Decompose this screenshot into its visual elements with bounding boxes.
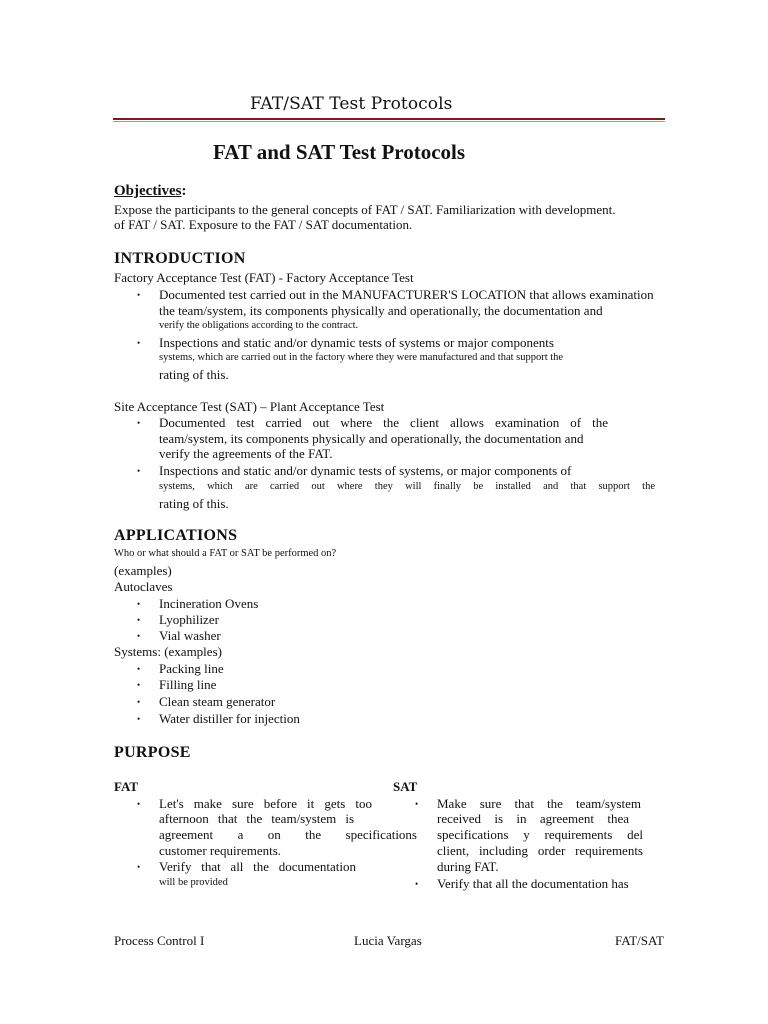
sat-bullet-2-line-1: Inspections and static and/or dynamic tests of systems, or major components of bbox=[159, 463, 572, 478]
fat-bullet-2-line-2: systems, which are carried out in the factory where they were manufactured and that support the bbox=[159, 352, 564, 363]
purpose-sat-bullet-2-line-1: Verify that all the documentation has bbox=[437, 876, 629, 891]
fat-bullet-1-line-2: the team/system, its components physically and operationally, the documentation and bbox=[159, 303, 603, 318]
objectives-line-2: of FAT / SAT. Exposure to the FAT / SAT documentation. bbox=[114, 217, 413, 232]
autoclave-item: Lyophilizer bbox=[159, 612, 219, 627]
footer-center: Lucia Vargas bbox=[354, 933, 422, 948]
bullet-icon: • bbox=[137, 615, 141, 625]
purpose-sat-bullet-1-line-2: received is in agreement thea bbox=[437, 811, 629, 826]
header-rule-dark bbox=[113, 118, 665, 120]
header-rule-light bbox=[113, 121, 665, 122]
fat-bullet-2-line-3: rating of this. bbox=[159, 367, 229, 382]
system-item: Filling line bbox=[159, 677, 217, 692]
purpose-sat-bullet-1-line-5: during FAT. bbox=[437, 859, 499, 874]
bullet-icon: • bbox=[137, 418, 141, 428]
system-item: Clean steam generator bbox=[159, 694, 276, 709]
document-title: FAT and SAT Test Protocols bbox=[213, 140, 466, 164]
purpose-sat-bullet-1-line-3: specifications y requirements del bbox=[437, 827, 643, 842]
applications-examples: (examples) bbox=[114, 563, 172, 578]
purpose-sat-bullet-1-line-4: client, including order requirements bbox=[437, 843, 643, 858]
fat-bullet-1-line-1: Documented test carried out in the MANUFACTURER'S LOCATION that allows examination bbox=[159, 287, 654, 302]
bullet-icon: • bbox=[137, 664, 141, 674]
system-item: Packing line bbox=[159, 661, 224, 676]
fat-bullet-1-line-3: verify the obligations according to the contract. bbox=[159, 320, 359, 331]
bullet-icon: • bbox=[137, 697, 141, 707]
bullet-icon: • bbox=[137, 799, 141, 809]
objectives-line-1: Expose the participants to the general concepts of FAT / SAT. Familiarization with development. bbox=[114, 202, 616, 217]
autoclave-item: Incineration Ovens bbox=[159, 596, 259, 611]
system-item: Water distiller for injection bbox=[159, 711, 300, 726]
page-header: FAT/SAT Test Protocols bbox=[250, 94, 453, 114]
sat-bullet-1-line-3: verify the agreements of the FAT. bbox=[159, 446, 333, 461]
bullet-icon: • bbox=[137, 290, 141, 300]
purpose-fat-bullet-1-line-1: Let's make sure before it gets too bbox=[159, 796, 372, 811]
sat-bullet-2-line-2: systems, which are carried out where they will finally be installed and that support the bbox=[159, 481, 655, 492]
sat-bullet-1-line-1: Documented test carried out where the client allows examination of the bbox=[159, 415, 608, 430]
fat-definition-label: Factory Acceptance Test (FAT) - Factory Acceptance Test bbox=[114, 270, 414, 285]
footer-left: Process Control I bbox=[114, 933, 205, 948]
bullet-icon: • bbox=[137, 338, 141, 348]
bullet-icon: • bbox=[137, 862, 141, 872]
bullet-icon: • bbox=[415, 879, 419, 889]
purpose-sat-label: SAT bbox=[393, 779, 418, 794]
sat-definition-label: Site Acceptance Test (SAT) – Plant Acceptance Test bbox=[114, 399, 385, 414]
purpose-fat-bullet-2-line-2: will be provided bbox=[159, 877, 228, 888]
objectives-heading: Objectives: bbox=[114, 183, 187, 199]
introduction-heading: INTRODUCTION bbox=[114, 250, 246, 267]
bullet-icon: • bbox=[137, 680, 141, 690]
sat-bullet-1-line-2: team/system, its components physically and operationally, the documentation and bbox=[159, 431, 584, 446]
purpose-fat-label: FAT bbox=[114, 779, 139, 794]
bullet-icon: • bbox=[137, 631, 141, 641]
purpose-sat-bullet-1-line-1: Make sure that the team/system bbox=[437, 796, 641, 811]
autoclave-item: Vial washer bbox=[159, 628, 221, 643]
applications-heading: APPLICATIONS bbox=[114, 527, 238, 544]
applications-question: Who or what should a FAT or SAT be performed on? bbox=[114, 548, 337, 559]
fat-bullet-2-line-1: Inspections and static and/or dynamic tests of systems or major components bbox=[159, 335, 554, 350]
bullet-icon: • bbox=[137, 599, 141, 609]
purpose-fat-bullet-1-line-3: agreement a on the specifications bbox=[159, 827, 417, 842]
bullet-icon: • bbox=[137, 714, 141, 724]
applications-autoclaves: Autoclaves bbox=[114, 579, 173, 594]
footer-right: FAT/SAT bbox=[615, 933, 664, 948]
purpose-fat-bullet-1-line-2: afternoon that the team/system is bbox=[159, 811, 354, 826]
purpose-fat-bullet-1-line-4: customer requirements. bbox=[159, 843, 282, 858]
applications-systems: Systems: (examples) bbox=[114, 644, 222, 659]
purpose-heading: PURPOSE bbox=[114, 744, 191, 761]
purpose-fat-bullet-2-line-1: Verify that all the documentation bbox=[159, 859, 356, 874]
bullet-icon: • bbox=[415, 799, 419, 809]
bullet-icon: • bbox=[137, 466, 141, 476]
sat-bullet-2-line-3: rating of this. bbox=[159, 496, 229, 511]
